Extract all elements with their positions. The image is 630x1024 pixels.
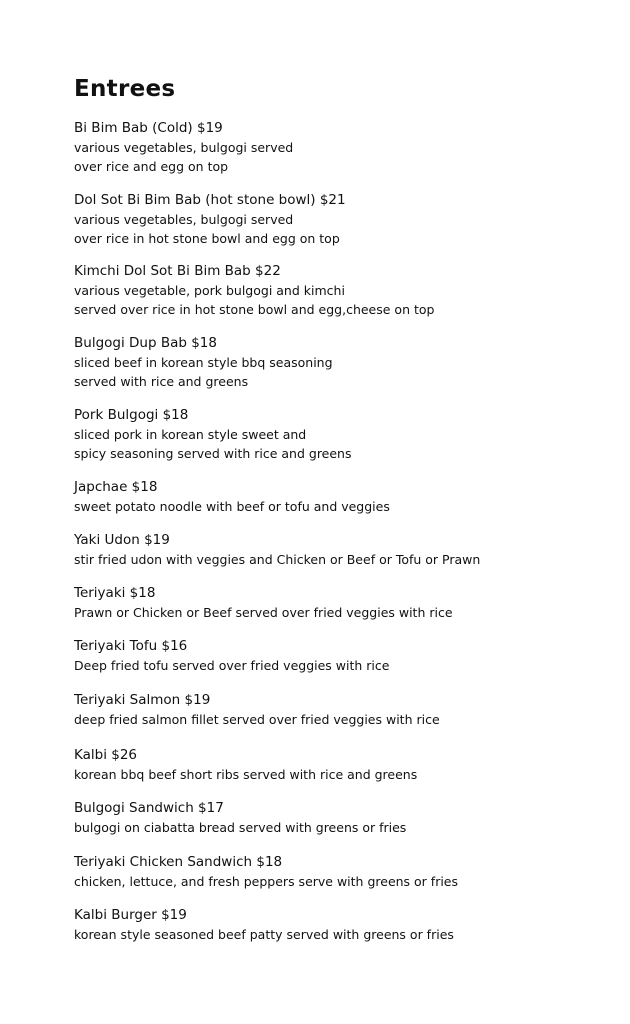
menu-item-name-price: Teriyaki $18 xyxy=(74,585,156,601)
menu-item-description: sliced pork in korean style sweet and spicy seasoning served with rice and greens xyxy=(74,427,352,461)
menu-item xyxy=(74,636,614,675)
menu-item xyxy=(74,745,614,784)
menu-item-name-price: Bi Bim Bab (Cold) $19 xyxy=(74,120,223,136)
menu-item-description: deep fried salmon fillet served over fried veggies with rice xyxy=(74,712,440,727)
menu-item-description: korean style seasoned beef patty served with greens or fries xyxy=(74,927,454,942)
menu-item xyxy=(74,852,614,891)
menu-item-name-price: Teriyaki Salmon $19 xyxy=(74,692,211,708)
menu-item-name-price: Japchae $18 xyxy=(74,479,158,495)
menu-item-description: various vegetables, bulgogi served over rice and egg on top xyxy=(74,140,294,174)
menu-item-description: Deep fried tofu served over fried veggies with rice xyxy=(74,658,390,673)
menu-item-name-price: Kalbi $26 xyxy=(74,747,138,763)
menu-item-description: stir fried udon with veggies and Chicken or Beef or Tofu or Prawn xyxy=(74,552,481,567)
menu-item xyxy=(74,405,614,463)
menu-item-description: korean bbq beef short ribs served with rice and greens xyxy=(74,767,418,782)
menu-item-name-price: Teriyaki Tofu $16 xyxy=(74,638,188,654)
menu-item xyxy=(74,190,614,248)
menu-item-name-price: Kalbi Burger $19 xyxy=(74,907,187,923)
menu-item-description: various vegetables, bulgogi served over rice in hot stone bowl and egg on top xyxy=(74,212,340,246)
menu-item xyxy=(74,583,614,622)
menu-item-name-price: Bulgogi Dup Bab $18 xyxy=(74,335,217,351)
page-title: Entrees xyxy=(74,76,176,102)
menu-item-description: bulgogi on ciabatta bread served with greens or fries xyxy=(74,820,407,835)
menu-item-name-price: Kimchi Dol Sot Bi Bim Bab $22 xyxy=(74,263,281,279)
menu-item xyxy=(74,333,614,391)
menu-item-description: sliced beef in korean style bbq seasoning served with rice and greens xyxy=(74,355,333,389)
menu-item-description: various vegetable, pork bulgogi and kimchi served over rice in hot stone bowl and egg,cheese on top xyxy=(74,283,435,317)
menu-item-name-price: Pork Bulgogi $18 xyxy=(74,407,189,423)
menu-item-description: Prawn or Chicken or Beef served over fried veggies with rice xyxy=(74,605,453,620)
menu-item-name-price: Teriyaki Chicken Sandwich $18 xyxy=(74,854,283,870)
menu-item xyxy=(74,477,614,516)
menu-item-description: chicken, lettuce, and fresh peppers serve with greens or fries xyxy=(74,874,459,889)
menu-item-name-price: Yaki Udon $19 xyxy=(74,532,170,548)
menu-item xyxy=(74,530,614,569)
menu-item xyxy=(74,261,614,319)
menu-item xyxy=(74,690,614,729)
menu-item-name-price: Dol Sot Bi Bim Bab (hot stone bowl) $21 xyxy=(74,192,346,208)
menu-item-description: sweet potato noodle with beef or tofu and veggies xyxy=(74,499,390,514)
menu-item-name-price: Bulgogi Sandwich $17 xyxy=(74,800,224,816)
menu-item xyxy=(74,798,614,837)
menu-item xyxy=(74,905,614,944)
menu-item xyxy=(74,118,614,176)
